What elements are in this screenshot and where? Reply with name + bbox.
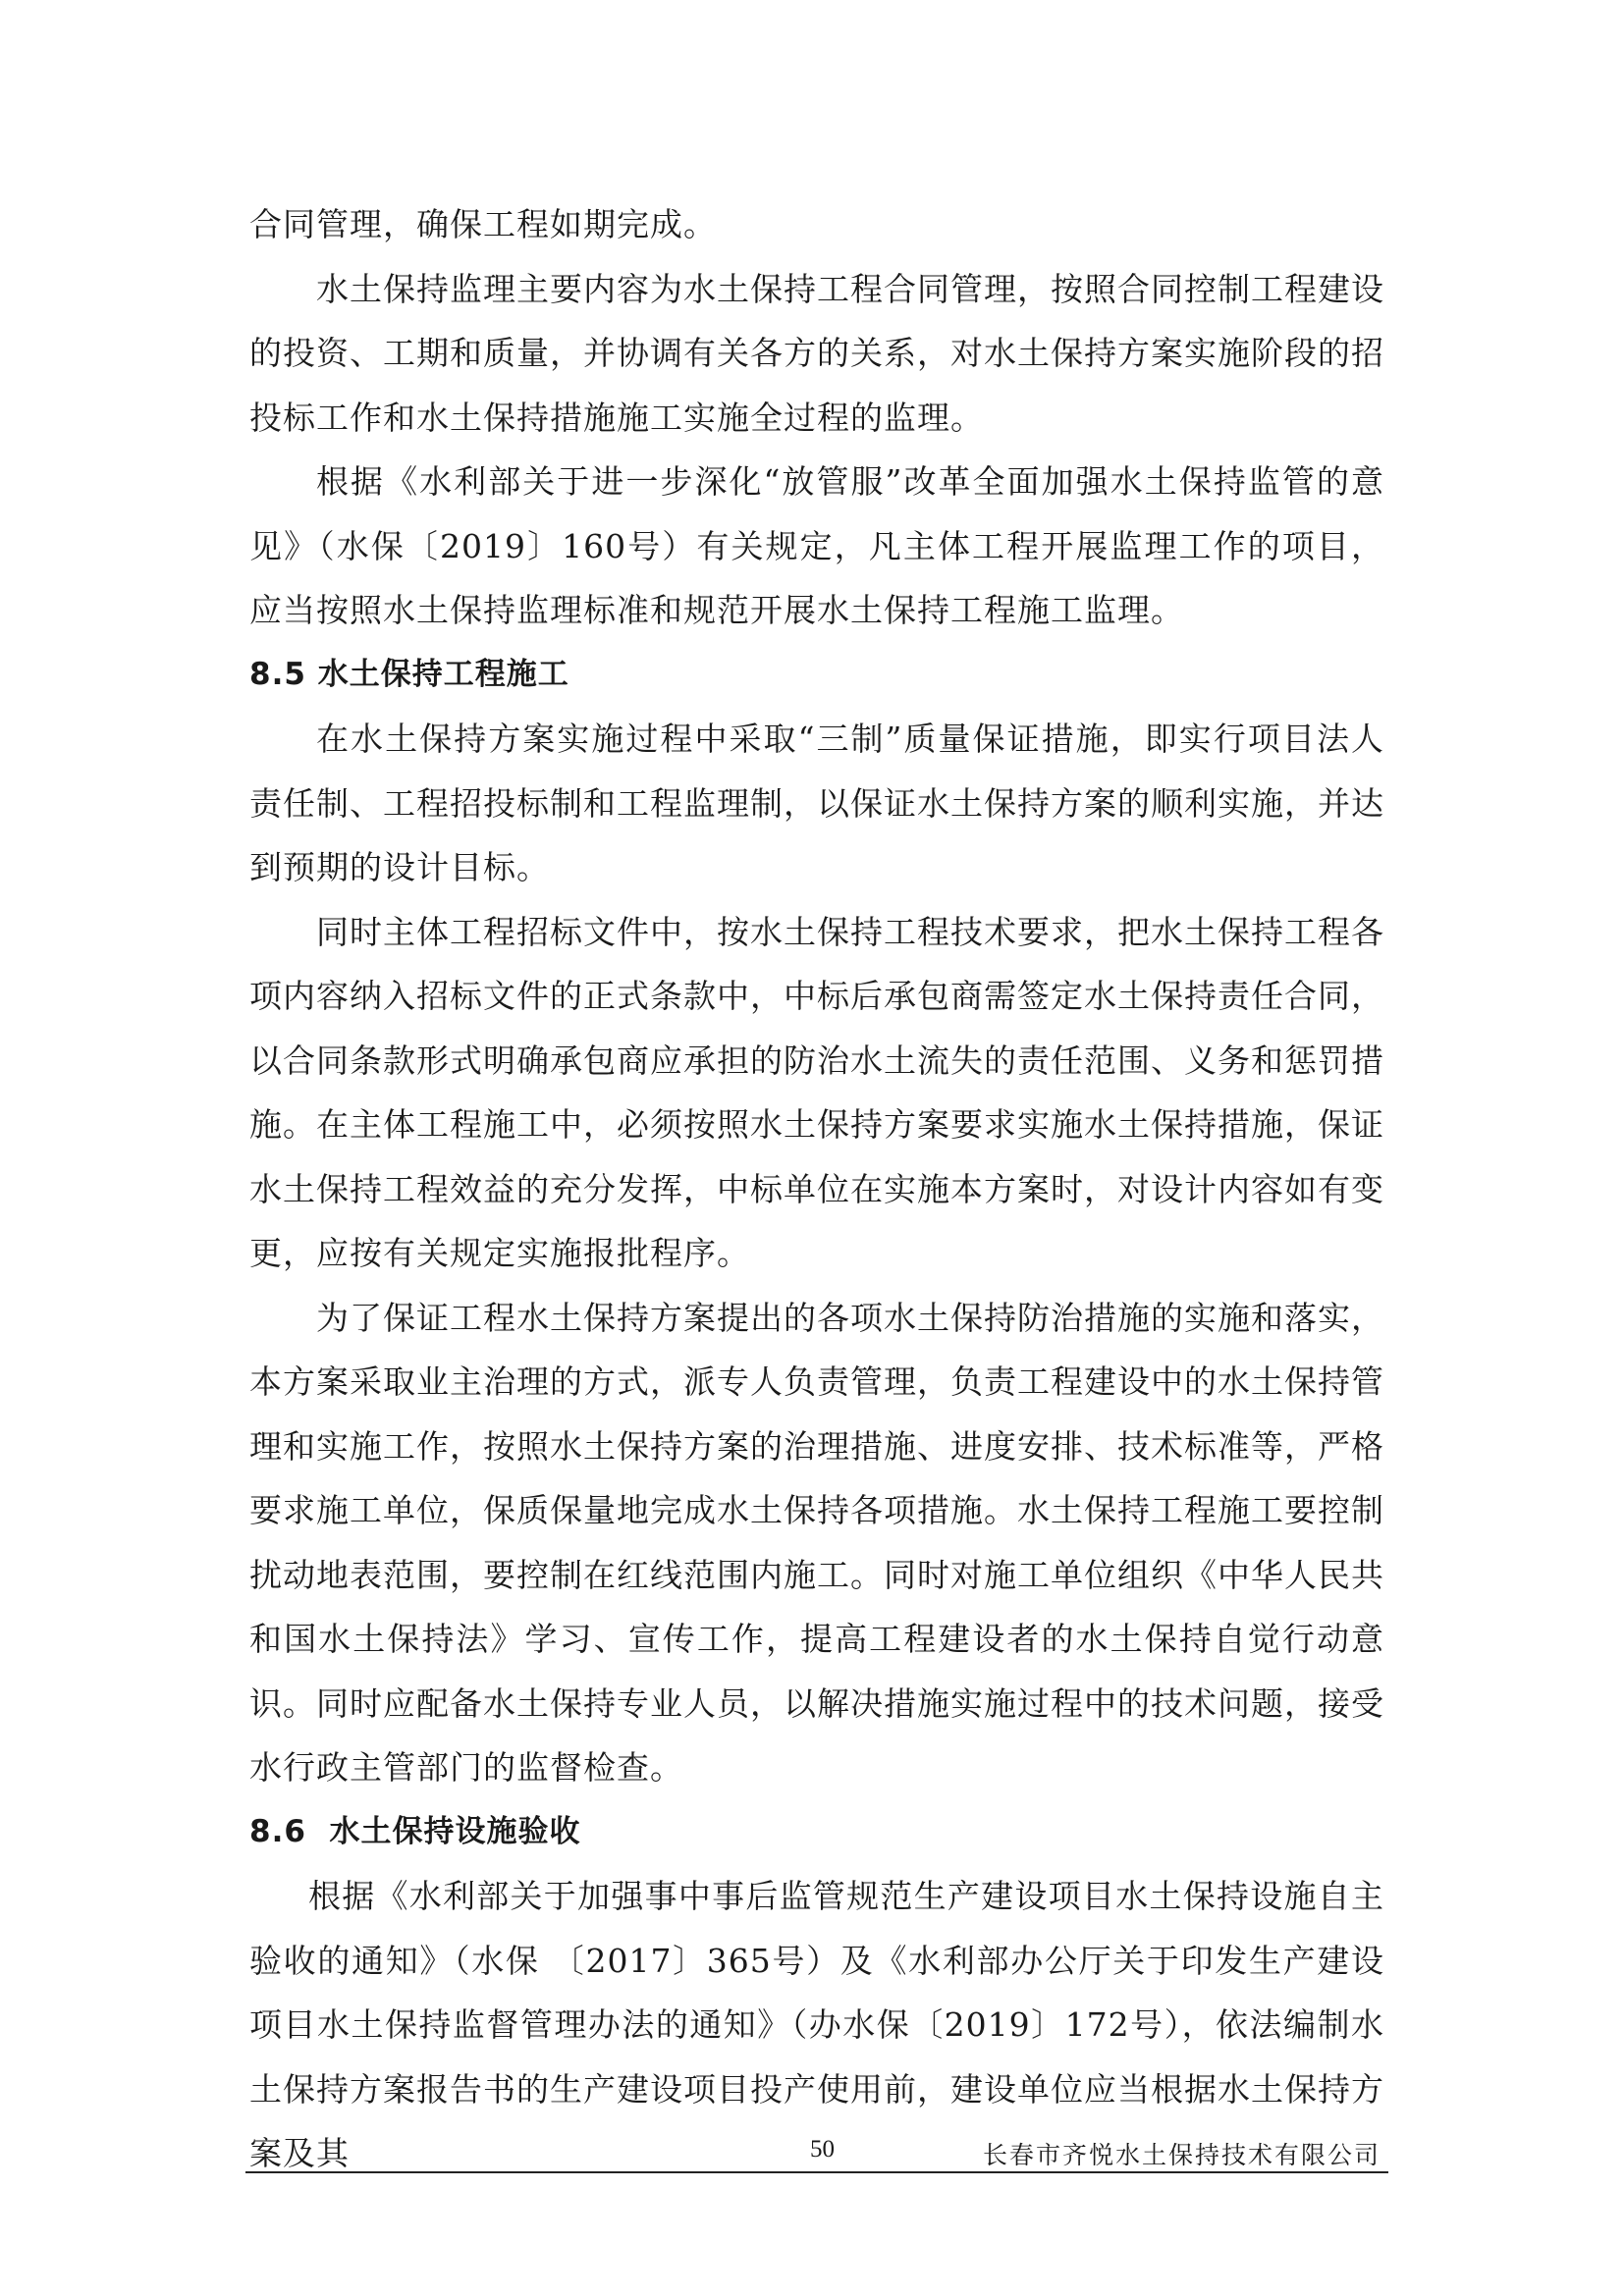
page-footer: [245, 2132, 1388, 2171]
paragraph-bidding: 同时主体工程招标文件中，按水土保持工程技术要求，把水土保持工程各项内容纳入招标文件的正式条款中，中标后承包商需签定水土保持责任合同，以合同条款形式明确承包商应承担的防治水土流失的责任范围、义务和惩罚措施。在主体工程施工中，必须按照水土保持方案要求实施水土保持措施，保证水土保持工程效益的充分发挥，中标单位在实施本方案时，对设计内容如有变更，应按有关规定实施报批程序。: [249, 912, 1384, 1272]
footer-divider: [245, 2171, 1388, 2173]
document-body: [249, 192, 1384, 2186]
paragraph-continuation: 合同管理，确保工程如期完成。: [249, 205, 717, 243]
footer-company-name: 长春市齐悦水土保持技术有限公司: [982, 2141, 1380, 2169]
paragraph-supervision-content: 水土保持监理主要内容为水土保持工程合同管理，按照合同控制工程建设的投资、工期和质量，并协调有关各方的关系，对水土保持方案实施阶段的招投标工作和水土保持措施施工实施全过程的监理。: [249, 269, 1384, 437]
paragraph-owner-management: 为了保证工程水土保持方案提出的各项水土保持防治措施的实施和落实，本方案采取业主治理的方式，派专人负责管理，负责工程建设中的水土保持管理和实施工作，按照水土保持方案的治理措施、进度安排、技术标准等，严格要求施工单位，保质保量地完成水土保持各项措施。水土保持工程施工要控制扰动地表范围，要控制在红线范围内施工。同时对施工单位组织《中华人民共和国水土保持法》学习、宣传工作，提高工程建设者的水土保持自觉行动意识。同时应配备水土保持专业人员，以解决措施实施过程中的技术问题，接受水行政主管部门的监督检查。: [249, 1298, 1384, 1787]
paragraph-acceptance: 根据《水利部关于加强事中事后监管规范生产建设项目水土保持设施自主验收的通知》（水保 〔2017〕365号）及《水利部办公厅关于印发生产建设项目水土保持监督管理办法的通知》（办水保〔2019〕172号），依法编制水土保持方案报告书的生产建设项目投产使用前，建设单位应当根据水土保持方案及其: [249, 1877, 1384, 2172]
page-number: 50: [810, 2136, 835, 2163]
section-heading-8-6: 8.6 水土保持设施验收: [249, 1813, 581, 1849]
paragraph-three-systems: 在水土保持方案实施过程中采取“三制”质量保证措施，即实行项目法人责任制、工程招投标制和工程监理制，以保证水土保持方案的顺利实施，并达到预期的设计目标。: [249, 720, 1384, 886]
paragraph-supervision-regulation: 根据《水利部关于进一步深化“放管服”改革全面加强水土保持监管的意见》（水保〔2019〕160号）有关规定，凡主体工程开展监理工作的项目，应当按照水土保持监理标准和规范开展水土保持工程施工监理。: [249, 462, 1384, 629]
section-heading-8-5: 8.5 水土保持工程施工: [249, 656, 569, 692]
